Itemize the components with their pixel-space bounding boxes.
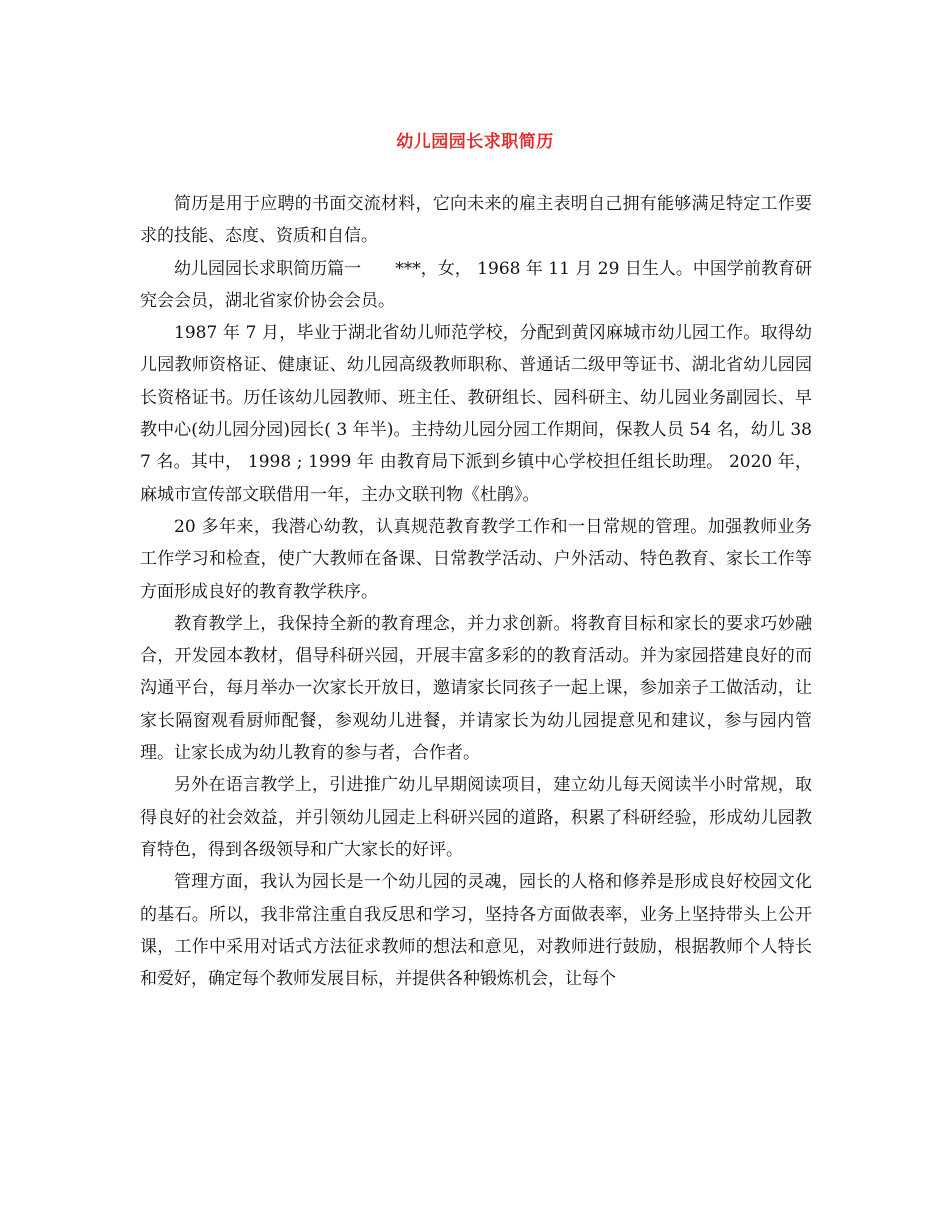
paragraph-career: 1987 年 7 月，毕业于湖北省幼儿师范学校，分配到黄冈麻城市幼儿园工作。取得幼儿园教师资格证、健康证、幼儿园高级教师职称、普通话二级甲等证书、湖北省幼儿园园长资格证书。历任该幼儿园教师、班主任、教研组长、园科研主、幼儿园业务副园长、早教中心(幼儿园分园)园长( 3 年半)。主持幼儿园分园工作期间，保教人员 54 名，幼儿 387 名。其中， 1998 ; 1999 年 由教育局下派到乡镇中心学校担任组长助理。 2020 年，麻城市宣传部文联借用一年，主办文联刊物《杜鹃》。 (140, 323, 812, 505)
paragraph-management: 管理方面，我认为园长是一个幼儿园的灵魂，园长的人格和修养是形成良好校园文化的基石。所以，我非常注重自我反思和学习，坚持各方面做表率，业务上坚持带头上公开课，工作中采用对话式方法征求教师的想法和意见，对教师进行鼓励，根据教师个人特长和爱好，确定每个教师发展目标，并提供各种锻炼机会，让每个 (140, 872, 812, 990)
paragraph-language: 另外在语言教学上，引进推广幼儿早期阅读项目，建立幼儿每天阅读半小时常规，取得良好的社会效益，并引领幼儿园走上科研兴园的道路，积累了科研经验，形成幼儿园教育特色，得到各级领导和广大家长的好评。 (140, 775, 812, 860)
paragraph-experience: 20 多年来，我潜心幼教，认真规范教育教学工作和一日常规的管理。加强教师业务工作学习和检查，使广大教师在备课、日常教学活动、户外活动、特色教育、家长工作等方面形成良好的教育教学秩序。 (140, 516, 812, 602)
paragraph-teaching: 教育教学上，我保持全新的教育理念，并力求创新。将教育目标和家长的要求巧妙融合，开发园本教材，倡导科研兴园，开展丰富多彩的的教育活动。并为家园搭建良好的而沟通平台，每月举办一次家长开放日，邀请家长同孩子一起上课，参加亲子工做活动，让家长隔窗观看厨师配餐，参观幼儿进餐，并请家长为幼儿园提意见和建议，参与园内管理。让家长成为幼儿教育的参与者，合作者。 (140, 613, 812, 764)
paragraph-intro: 简历是用于应聘的书面交流材料，它向未来的雇主表明自己拥有能够满足特定工作要求的技能、态度、资质和自信。 (140, 194, 812, 247)
document-title: 幼儿园园长求职简历 (396, 132, 554, 152)
paragraph-profile: 幼儿园园长求职简历篇一 ***，女， 1968 年 11 月 29 日生人。中国学前教育研究会会员，湖北省家价协会会员。 (140, 258, 812, 311)
document-body (140, 188, 812, 995)
